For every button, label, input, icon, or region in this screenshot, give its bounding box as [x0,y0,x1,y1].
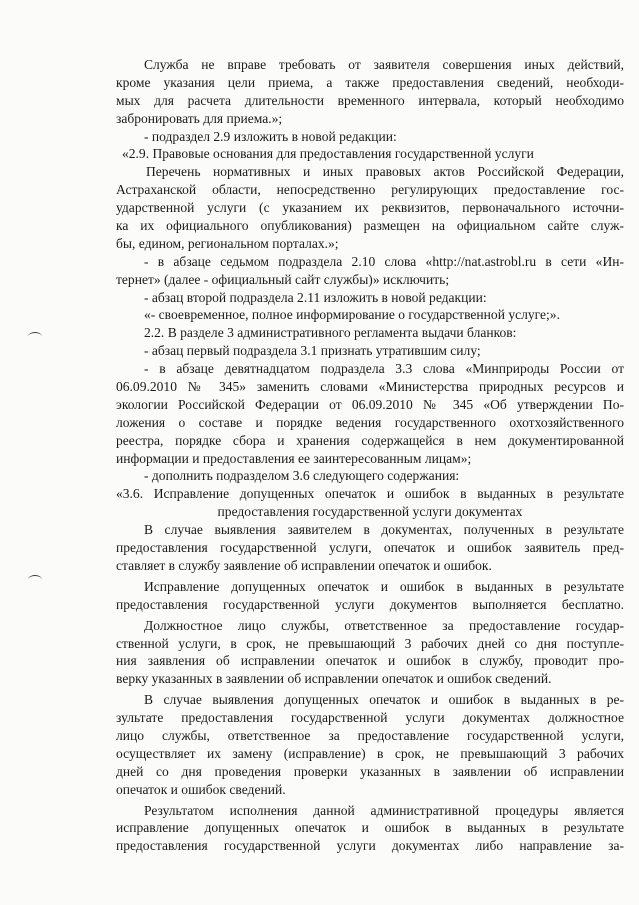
text-line: информации и предоставления ее заинтересованным лицам»; [116,450,472,466]
text-line: - в абзаце девятнадцатом подраздела 3.3 слова «Минприроды России от [144,361,624,377]
text-line: верку указанных в заявлении об исправлении опечаток и ошибок сведений. [116,671,552,687]
text-line: - абзац второй подраздела 2.11 изложить в новой редакции: [144,289,487,305]
section-heading: «3.6. Исправление допущенных опечаток и ошибок в выданных в результате [116,486,624,502]
punch-hole-mark [28,332,42,341]
text-line: ударственной услуги (с указанием их реквизитов, первоначального источни- [116,200,624,216]
document-page [116,56,624,855]
text-line: предоставления государственной услуги, опечаток и ошибок заявитель пред- [116,540,624,556]
text-line: ния заявления об исправлении опечаток и ошибок в службу, проводит про- [116,653,624,669]
text-line: экологии Российской Федерации от 06.09.2010 № 345 «Об утверждении По- [116,396,624,412]
text-line: ложения о составе и порядке ведения государственного охотхозяйственного [116,414,624,430]
text-line: забронировать для приема.»; [116,110,283,126]
punch-hole-mark [28,575,42,584]
text-line: Перечень нормативных и иных правовых актов Российской Федерации, [146,164,624,180]
text-line: тернет» (далее - официальный сайт службы)» исключить; [116,271,450,287]
text-line: Должностное лицо службы, ответственное за предоставление государ- [144,617,624,633]
text-line: - дополнить подразделом 3.6 следующего содержания: [144,468,460,484]
text-line: - в абзаце седьмом подраздела 2.10 слова «http://nat.astrobl.ru в сети «Ин- [144,253,624,269]
text-line: В случае выявления заявителем в документах, полученных в результате [144,522,624,538]
text-line: ственной услуги, в срок, не превышающий 3 рабочих дней со дня поступле- [116,635,624,651]
section-heading: «2.9. Правовые основания для предоставления государственной услуги [122,146,534,162]
text-line: исправление допущенных опечаток и ошибок в выданных в результате [116,820,624,836]
text-line: реестра, порядке сбора и хранения содержащейся в нем документированной [116,432,624,448]
text-line: опечаток и ошибок сведений. [116,781,286,797]
text-line: лицо службы, ответственное за предоставление государственной услуги, [116,727,624,743]
text-line: предоставления государственной услуги документах либо направление за- [116,838,624,854]
text-line: бы, едином, региональном порталах.»; [116,235,339,251]
text-line: В случае выявления допущенных опечаток и ошибок в выданных в ре- [144,692,624,708]
text-line: - абзац первый подраздела 3.1 признать утратившим силу; [144,343,481,359]
text-line: кроме указания цели приема, а также предоставления сведений, необходи- [116,74,624,90]
text-line: Результатом исполнения данной административной процедуры является [144,802,624,818]
section-heading: предоставления государственной услуги документах [217,504,523,520]
text-line: 06.09.2010 № 345» заменить словами «Министерства природных ресурсов и [116,379,624,395]
text-line: ка их официального опубликования) размещен на официальном сайте служ- [116,218,624,234]
text-line: ставляет в службу заявление об исправлении опечаток и ошибок. [116,557,492,573]
text-line: осуществляет их замену (исправление) в срок, не превышающий 3 рабочих [116,745,624,761]
text-line: Исправление допущенных опечаток и ошибок в выданных в результате [144,578,624,594]
text-line: мых для расчета длительности временного интервала, который необходимо [116,92,624,108]
text-line: дней со дня проведения проверки указанных в заявлении об исправлении [116,763,624,779]
text-line: предоставления государственной услуги документов выполняется бесплатно. [116,596,624,612]
text-line: - подраздел 2.9 изложить в новой редакции: [144,128,397,144]
text-line: Астраханской области, непосредственно регулирующих предоставление гос- [116,182,624,198]
text-line: «- своевременное, полное информирование о государственной услуге;». [144,307,560,323]
text-line: зультате предоставления государственной услуги документах должностное [116,710,624,726]
text-line: Служба не вправе требовать от заявителя совершения иных действий, [144,57,624,72]
text-line: 2.2. В разделе 3 административного регламента выдачи бланков: [144,325,517,341]
